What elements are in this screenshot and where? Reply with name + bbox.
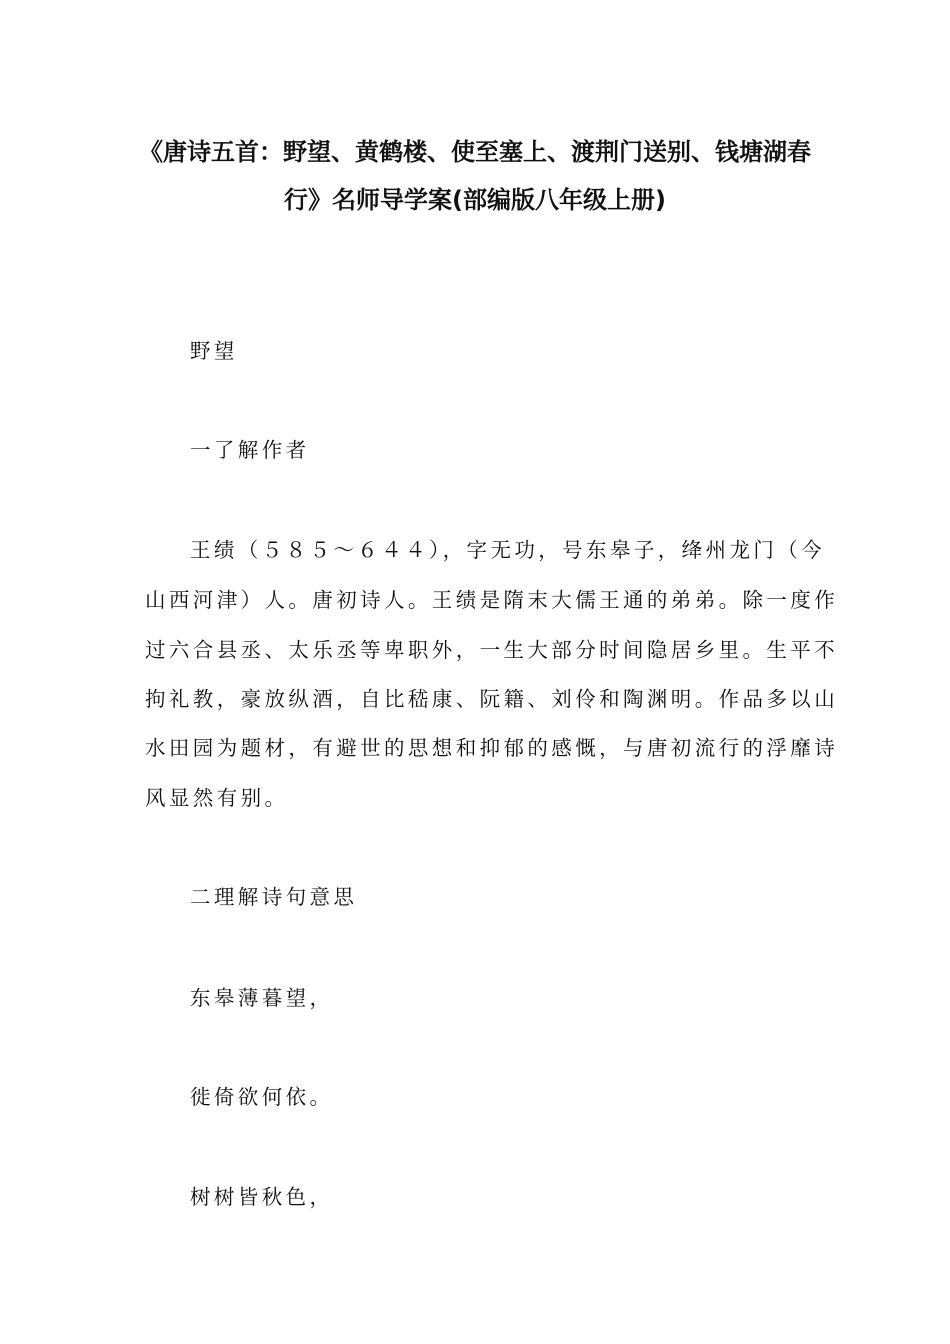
document-title-line-1: 《唐诗五首：野望、黄鹤楼、使至塞上、渡荆门送别、钱塘湖春 — [139, 138, 811, 166]
section-title: 野望 — [190, 339, 238, 363]
document-title-line-2: 行》名师导学案(部编版八年级上册) — [284, 186, 666, 214]
author-paragraph-line: 过六合县丞、太乐丞等卑职外，一生大部分时间隐居乡里。生平不 — [145, 638, 839, 662]
author-paragraph-line: 山西河津）人。唐初诗人。王绩是隋末大儒王通的弟弟。除一度作 — [145, 588, 839, 612]
author-paragraph-line: 水田园为题材，有避世的思想和抑郁的感慨，与唐初流行的浮靡诗 — [145, 736, 839, 760]
author-paragraph-line: 王绩（５８５～６４４），字无功，号东皋子，绛州龙门（今 — [190, 538, 826, 562]
poem-line: 树树皆秋色， — [190, 1185, 334, 1209]
author-paragraph-line: 风显然有别。 — [145, 786, 289, 810]
poem-line: 东皋薄暮望， — [190, 986, 334, 1010]
heading-understand-poem: 二理解诗句意思 — [190, 885, 358, 909]
author-paragraph-line: 拘礼教，豪放纵酒，自比嵇康、阮籍、刘伶和陶渊明。作品多以山 — [145, 687, 839, 711]
poem-line: 徙倚欲何依。 — [190, 1085, 334, 1109]
heading-know-author: 一了解作者 — [190, 438, 310, 462]
